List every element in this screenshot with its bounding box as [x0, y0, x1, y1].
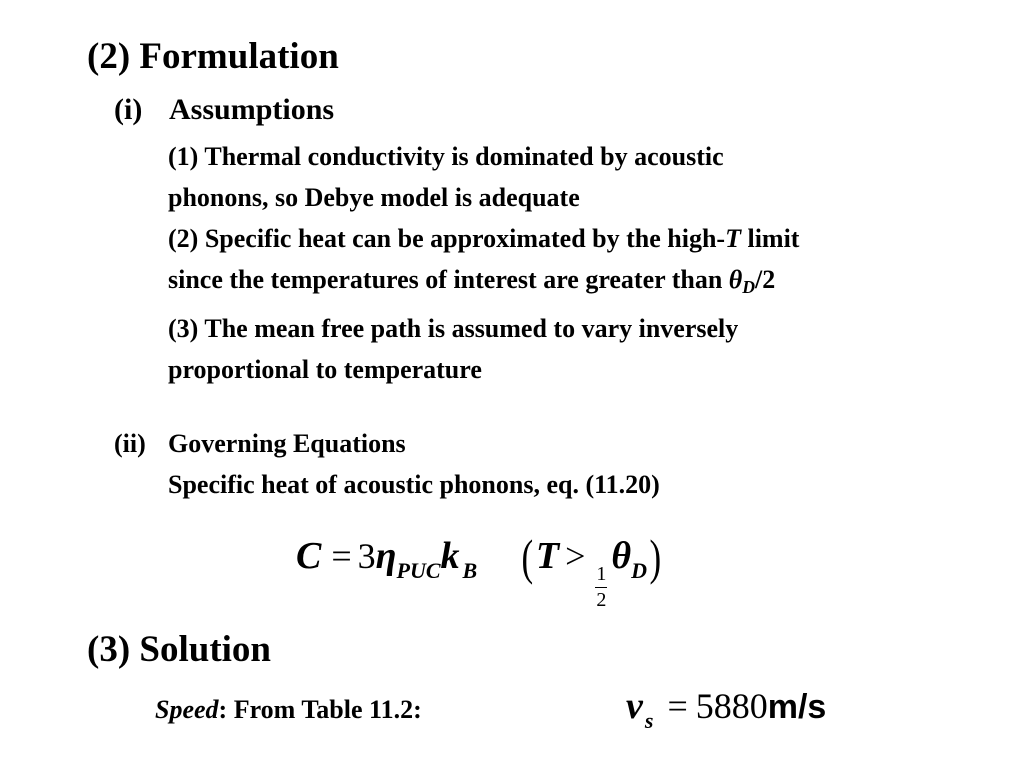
eq-eta: η [375, 535, 397, 577]
assumption-3-line-2: proportional to temperature [168, 354, 482, 384]
formulation-title: (2) Formulation [87, 36, 339, 77]
assumption-2-T: T [725, 224, 741, 253]
speed-label: Speed [155, 695, 219, 724]
assumption-2-line-2 [168, 259, 799, 308]
governing-title: Governing Equations [168, 429, 406, 458]
assumption-1-line-1: (1) Thermal conductivity is dominated by acoustic [168, 142, 724, 171]
eq-C: C [296, 535, 322, 577]
assumptions-list [168, 136, 799, 390]
assumption-1-line-2: phonons, so Debye model is adequate [168, 183, 580, 212]
eq-greater-than: > [565, 536, 586, 576]
specific-heat-equation [296, 528, 664, 612]
eq-fraction-numerator: 1 [596, 563, 607, 585]
eq-right-paren: ) [649, 529, 662, 585]
eq-B: B [462, 558, 478, 583]
assumption-2-text-c: since the temperatures of interest are greater than [168, 265, 729, 294]
eq-theta: θ [611, 535, 632, 577]
eq-k: k [440, 535, 460, 577]
eq-three: 3 [357, 536, 376, 576]
speed-unit: m/s [767, 688, 827, 726]
speed-value: 5880 [695, 686, 768, 726]
assumption-3-line-1: (3) The mean free path is assumed to vary inversely [168, 313, 739, 343]
eq-fraction [595, 563, 607, 612]
eq-puc: PUC [396, 558, 441, 583]
speed-s: s [644, 708, 654, 733]
solution-title: (3) Solution [87, 629, 272, 670]
speed-source: : From Table 11.2: [218, 695, 422, 724]
speed-line [155, 689, 422, 730]
eq-equals: = [331, 536, 352, 576]
assumption-2-theta: θ [728, 265, 743, 294]
assumption-2-theta-sub: D [742, 276, 756, 297]
eq-D: D [631, 558, 648, 583]
assumption-2-text-d: /2 [755, 265, 776, 294]
assumption-2-text-b: limit [740, 224, 800, 253]
speed-equals: = [667, 686, 688, 726]
speed-equation [626, 684, 826, 734]
eq-T: T [535, 535, 560, 577]
eq-left-paren: ( [521, 529, 534, 585]
assumption-2-text-a: (2) Specific heat can be approximated by the high- [168, 224, 726, 253]
assumptions-marker: (i) [114, 93, 143, 126]
eq-fraction-denominator: 2 [596, 589, 607, 611]
assumptions-title: Assumptions [169, 93, 335, 126]
speed-v: v [626, 685, 643, 727]
governing-marker: (ii) [114, 429, 146, 458]
governing-subtitle: Specific heat of acoustic phonons, eq. (11.20) [168, 470, 660, 499]
assumption-2-line-1 [168, 218, 799, 259]
